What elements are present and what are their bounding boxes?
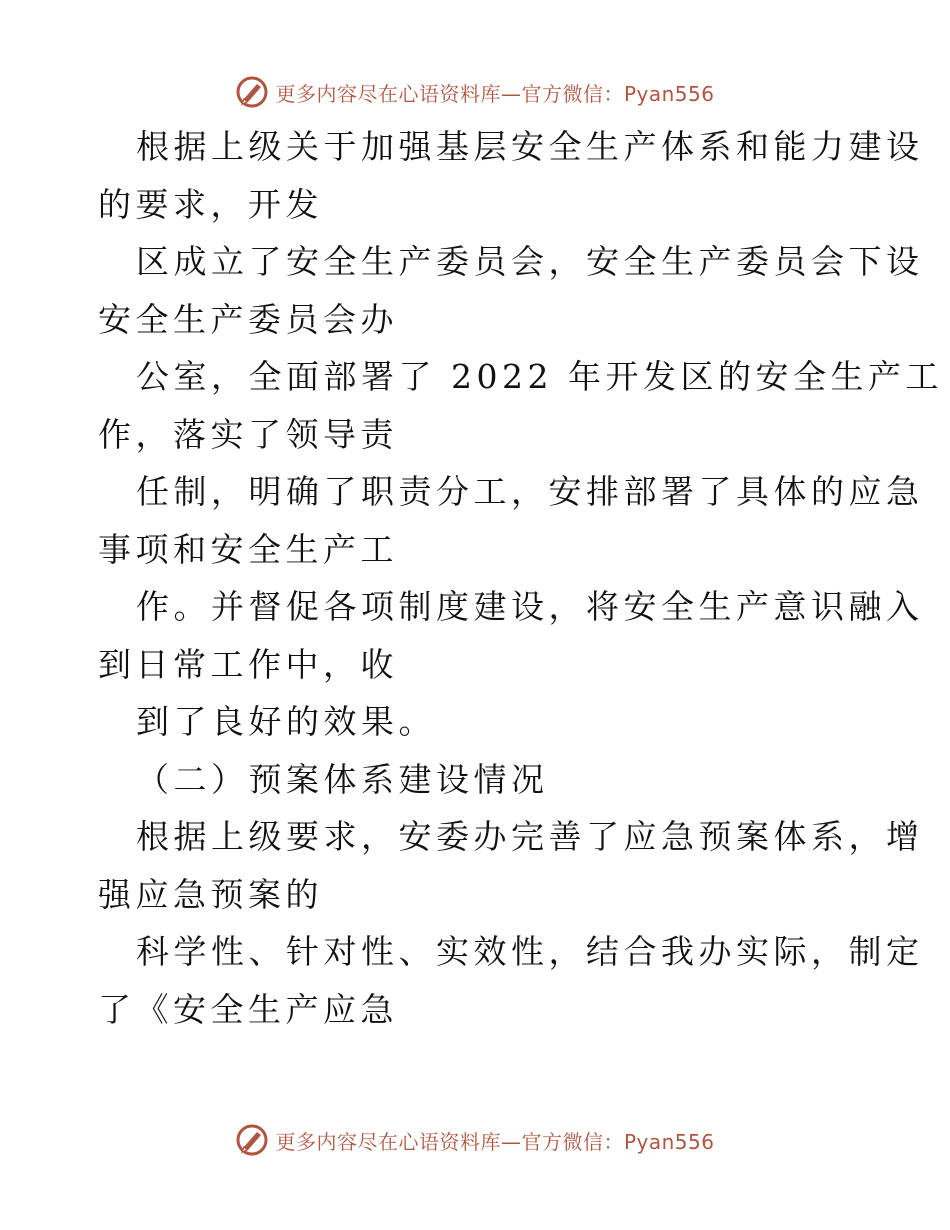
paragraph-line: 任制，明确了职责分工，安排部署了具体的应急	[136, 472, 924, 511]
paragraph-line: 了《安全生产应急	[98, 989, 398, 1029]
paragraph-line: 强应急预案的	[98, 874, 323, 914]
paragraph-line: 公室，全面部署了 2022 年开发区的安全生产工	[136, 357, 943, 396]
paragraph-line: 到日常工作中，收	[98, 644, 398, 684]
paragraph-line: 根据上级关于加强基层安全生产体系和能力建设	[136, 127, 924, 166]
paragraph-line: 到了良好的效果。	[136, 702, 436, 741]
paragraph-line: 的要求，开发	[98, 184, 323, 224]
footer-banner-text: 更多内容尽在心语资料库—官方微信：Pyan556	[275, 1129, 715, 1154]
pen-seal-icon	[235, 1123, 269, 1157]
paragraph-line: 作，落实了领导责	[98, 414, 398, 454]
pen-seal-icon	[235, 75, 269, 109]
header-banner-text: 更多内容尽在心语资料库—官方微信：Pyan556	[275, 81, 715, 106]
footer-banner	[0, 1120, 950, 1160]
paragraph-line: 区成立了安全生产委员会，安全生产委员会下设	[136, 242, 924, 281]
paragraph-line: 安全生产委员会办	[98, 299, 398, 339]
document-body	[98, 118, 943, 1038]
header-banner	[0, 72, 950, 112]
paragraph-line: 作。并督促各项制度建设，将安全生产意识融入	[136, 587, 924, 626]
paragraph-line: 事项和安全生产工	[98, 529, 398, 569]
section-heading: （二）预案体系建设情况	[136, 759, 549, 799]
paragraph-line: 根据上级要求，安委办完善了应急预案体系，增	[136, 817, 924, 856]
paragraph-line: 科学性、针对性、实效性，结合我办实际，制定	[136, 932, 924, 971]
